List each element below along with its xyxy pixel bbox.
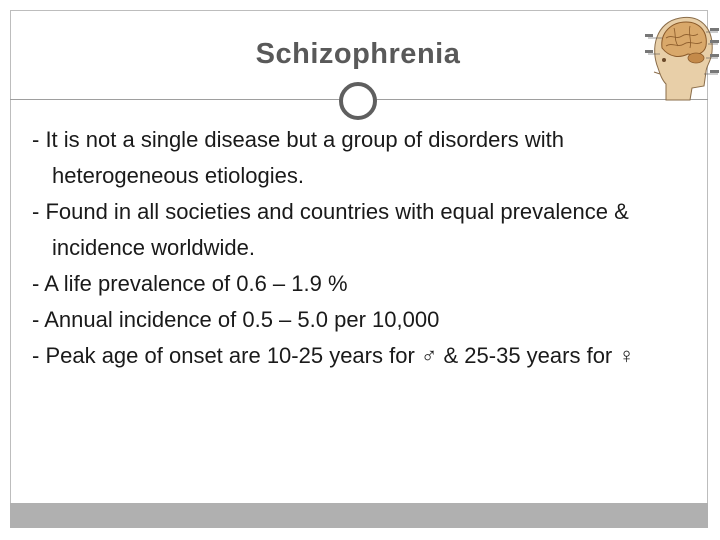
footer-bar	[10, 503, 708, 528]
bullet-item-societies: - Found in all societies and countries with equal prevalence & incidence worldwide.	[32, 199, 629, 260]
bullet-item-peak-onset: - Peak age of onset are 10-25 years for ♂ & 25-35 years for ♀	[32, 343, 635, 368]
brain-illustration	[644, 8, 720, 104]
divider-ring-icon	[339, 82, 377, 120]
bullet-item-life-prevalence: - A life prevalence of 0.6 – 1.9 %	[32, 271, 348, 296]
bullet-list	[32, 122, 712, 374]
bullet-item-etiology: - It is not a single disease but a group of disorders with heterogeneous etiologies.	[32, 127, 564, 188]
bullet-item-annual-incidence: - Annual incidence of 0.5 – 5.0 per 10,000	[32, 307, 440, 332]
slide-title: Schizophrenia	[255, 38, 461, 70]
